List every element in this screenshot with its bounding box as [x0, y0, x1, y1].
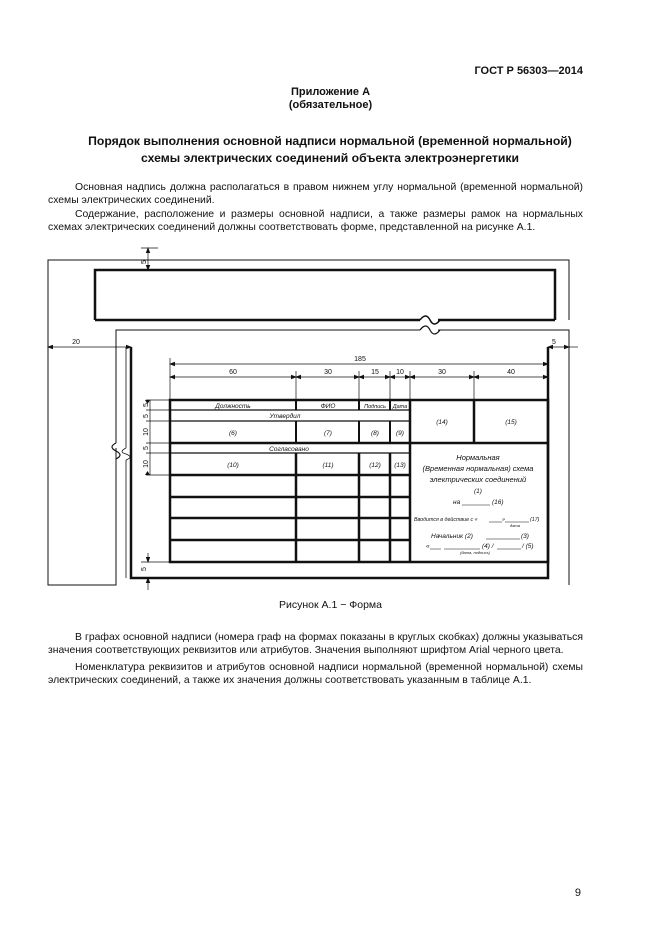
label-name: ФИО — [320, 403, 336, 410]
label-date-signature: (дата, подпись) — [460, 550, 490, 555]
dim-col3: 15 — [371, 369, 379, 376]
frame-upper — [95, 270, 555, 320]
dim-left: 20 — [72, 339, 80, 346]
frame-left-wave — [122, 448, 130, 460]
field-12: (12) — [369, 462, 381, 469]
page-number: 9 — [574, 887, 581, 899]
dim-col4: 10 — [396, 369, 404, 376]
dim-col1: 60 — [229, 369, 237, 376]
title-block-labels — [214, 403, 539, 555]
field-16: (16) — [492, 499, 504, 506]
label-date: Дата — [392, 404, 408, 410]
field-6: (6) — [229, 430, 237, 437]
field-1: (1) — [474, 488, 482, 495]
dim-row-b: 5 — [143, 414, 150, 418]
dim-right: 5 — [552, 339, 556, 346]
appendix-title: Приложение А — [290, 86, 371, 98]
field-14: (14) — [436, 419, 448, 426]
field-5: / (5) — [522, 543, 534, 550]
label-chief: Начальник (2) — [431, 533, 473, 540]
dim-bottom: 5 — [141, 567, 148, 571]
frame-break-wave-1 — [420, 316, 440, 324]
label-date-small: дата — [510, 523, 520, 528]
label-position: Должность — [215, 403, 251, 410]
appendix-status: (обязательное) — [288, 99, 373, 111]
dim-col2: 30 — [324, 369, 332, 376]
scheme-title-1: Нормальная — [456, 453, 500, 462]
dim-row-a: 5 — [143, 403, 150, 407]
label-effective: Вводится в действие с « — [414, 517, 478, 523]
field-17: (17) — [530, 517, 540, 523]
dimension-labels — [72, 260, 556, 571]
field-8: (8) — [371, 430, 379, 437]
intro-text-2: Содержание, расположение и размеры основной надписи, а также размеры рамок на нормальных схемах электрических соединений должны соответствовать форме, представленной на рисунке А.1. — [48, 209, 583, 233]
dim-row-c: 10 — [143, 428, 150, 436]
dim-total: 185 — [354, 356, 366, 363]
dim-col6: 40 — [507, 369, 515, 376]
label-quote-open: « — [426, 543, 430, 550]
intro-text-1: Основная надпись должна располагаться в правом нижнем углу нормальной (временной нормальной) схемы электрических соединений. — [48, 182, 583, 206]
scheme-title-2: (Временная нормальная) схема — [422, 464, 534, 473]
label-on: на — [453, 499, 461, 506]
body-paragraph-1 — [48, 631, 583, 657]
field-10: (10) — [227, 462, 239, 469]
field-7: (7) — [324, 430, 332, 437]
dimension-lines — [48, 248, 578, 590]
frame-break-wave-2 — [420, 326, 440, 334]
figure-caption: Рисунок А.1 − Форма — [279, 599, 382, 611]
scheme-title-3: электрических соединений — [429, 475, 527, 484]
field-4: (4) / — [482, 543, 494, 550]
standard-header: ГОСТ Р 56303—2014 — [474, 65, 583, 77]
dim-row-d: 5 — [143, 446, 150, 450]
label-agreed: Согласовано — [269, 446, 309, 453]
label-quote-close: » — [502, 517, 505, 523]
title-line-1: Порядок выполнения основной надписи нормальной (временной нормальной) — [88, 134, 572, 148]
field-9: (9) — [396, 430, 404, 437]
body-paragraph-2 — [48, 661, 583, 687]
field-11: (11) — [322, 462, 334, 469]
dim-row-e: 10 — [143, 460, 150, 468]
title-line-2: схемы электрических соединений объекта электроэнергетики — [141, 151, 519, 165]
label-signature: Подпись — [364, 404, 386, 410]
dim-col5: 30 — [438, 369, 446, 376]
label-approved: Утвердил — [269, 413, 301, 420]
field-13: (13) — [394, 462, 406, 469]
body-text-1: В графах основной надписи (номера граф на формах показаны в круглых скобках) должны указываться значения соответствующих реквизитов или атрибутов. Значения выполняют шрифтом Arial черного цвета. — [48, 632, 583, 656]
field-15: (15) — [505, 419, 517, 426]
body-text-2: Номенклатура реквизитов и атрибутов основной надписи нормальной (временной нормальной) схемы электрических соединений, а также их значения должны соответствовать указанным в таблице А.1. — [48, 662, 583, 686]
dim-top: 5 — [141, 260, 148, 264]
field-3: (3) — [521, 533, 529, 540]
